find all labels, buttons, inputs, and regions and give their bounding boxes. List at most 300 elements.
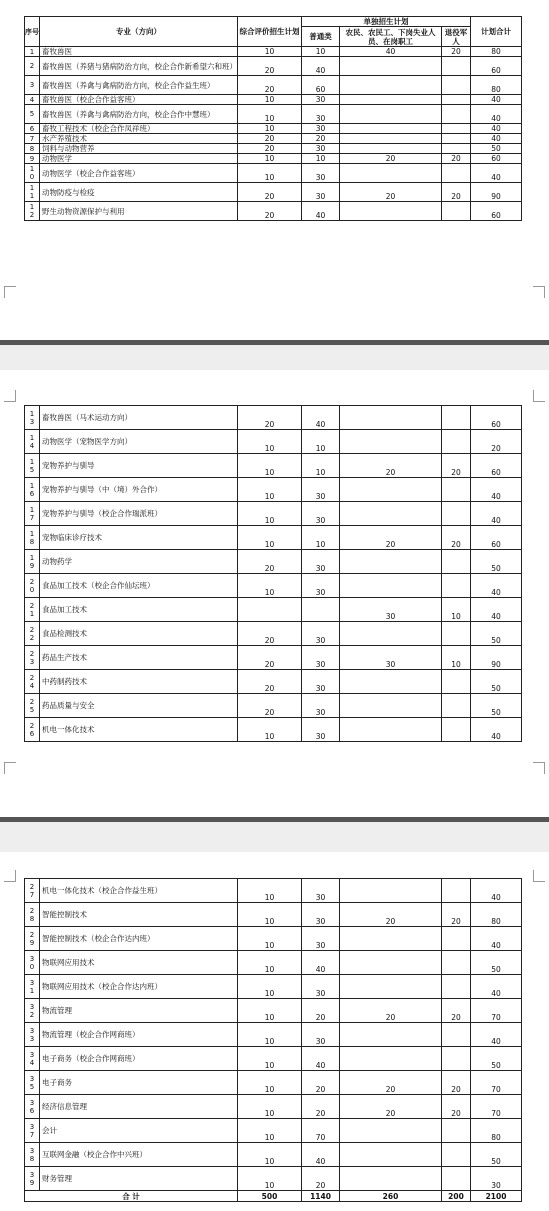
row-major-name: 机电一体化技术（校企合作益生班） — [40, 879, 238, 903]
row-veterans: 20 — [442, 1095, 471, 1119]
table-row — [25, 550, 522, 574]
row-regular: 10 — [302, 526, 340, 550]
table-row — [25, 622, 522, 646]
row-veterans — [442, 1143, 471, 1167]
row-index: 1 1 — [25, 183, 40, 202]
row-regular: 10 — [302, 454, 340, 478]
row-major-name: 水产养殖技术 — [40, 134, 238, 144]
enrollment-plan-table-part-1 — [24, 16, 522, 221]
crop-mark-bottom-left — [4, 762, 16, 774]
row-major-name: 动物防疫与检疫 — [40, 183, 238, 202]
crop-mark-bottom-right — [533, 762, 545, 774]
row-major-name: 物流管理 — [40, 999, 238, 1023]
document-page-3 — [0, 852, 549, 1211]
total-regular: 1140 — [302, 1191, 340, 1202]
row-comprehensive: 10 — [238, 927, 302, 951]
row-veterans — [442, 144, 471, 154]
table-row — [25, 430, 522, 454]
row-major-name: 畜牧兽医（养禽与禽病防治方向，校企合作益生班） — [40, 76, 238, 95]
row-total: 50 — [471, 670, 522, 694]
row-regular: 30 — [302, 694, 340, 718]
row-total: 60 — [471, 57, 522, 76]
row-regular: 40 — [302, 57, 340, 76]
row-major-name: 中药制药技术 — [40, 670, 238, 694]
table-row — [25, 999, 522, 1023]
row-regular: 30 — [302, 1023, 340, 1047]
row-index: 3 5 — [25, 1071, 40, 1095]
table-row — [25, 879, 522, 903]
header-regular: 普通类 — [302, 27, 340, 47]
row-comprehensive: 20 — [238, 202, 302, 221]
row-index: 3 — [25, 76, 40, 95]
row-comprehensive: 10 — [238, 574, 302, 598]
row-regular: 30 — [302, 502, 340, 526]
total-special: 260 — [340, 1191, 442, 1202]
row-veterans — [442, 975, 471, 999]
table-row — [25, 105, 522, 124]
row-total: 90 — [471, 183, 522, 202]
row-comprehensive: 10 — [238, 718, 302, 742]
row-major-name: 食品加工技术 — [40, 598, 238, 622]
row-comprehensive: 20 — [238, 646, 302, 670]
table-row — [25, 975, 522, 999]
row-total: 40 — [471, 927, 522, 951]
row-veterans — [442, 718, 471, 742]
table-row — [25, 951, 522, 975]
row-regular: 40 — [302, 406, 340, 430]
row-comprehensive: 10 — [238, 154, 302, 164]
row-regular: 40 — [302, 1047, 340, 1071]
row-total: 60 — [471, 454, 522, 478]
row-regular — [302, 598, 340, 622]
table-row — [25, 1071, 522, 1095]
row-veterans — [442, 670, 471, 694]
row-veterans — [442, 134, 471, 144]
row-comprehensive: 20 — [238, 622, 302, 646]
table-row — [25, 927, 522, 951]
row-special: 30 — [340, 646, 442, 670]
row-veterans — [442, 430, 471, 454]
row-regular: 20 — [302, 999, 340, 1023]
row-special: 20 — [340, 1095, 442, 1119]
table-row — [25, 1119, 522, 1143]
row-regular: 30 — [302, 478, 340, 502]
row-special — [340, 95, 442, 105]
row-index: 1 7 — [25, 502, 40, 526]
row-special — [340, 927, 442, 951]
row-total: 70 — [471, 999, 522, 1023]
total-veterans: 200 — [442, 1191, 471, 1202]
row-special — [340, 76, 442, 95]
row-veterans — [442, 105, 471, 124]
table-row — [25, 57, 522, 76]
header-total: 计划合计 — [471, 17, 522, 47]
row-total: 90 — [471, 646, 522, 670]
row-veterans — [442, 1119, 471, 1143]
row-special: 20 — [340, 1071, 442, 1095]
crop-mark-bottom-right — [533, 286, 545, 298]
table-row — [25, 502, 522, 526]
row-comprehensive: 10 — [238, 164, 302, 183]
row-index: 3 9 — [25, 1167, 40, 1191]
row-special — [340, 406, 442, 430]
row-index: 2 — [25, 57, 40, 76]
table-row — [25, 95, 522, 105]
row-regular: 30 — [302, 574, 340, 598]
row-total: 40 — [471, 105, 522, 124]
row-comprehensive: 10 — [238, 999, 302, 1023]
table-row — [25, 164, 522, 183]
row-special — [340, 134, 442, 144]
table-row — [25, 1047, 522, 1071]
row-veterans: 20 — [442, 454, 471, 478]
table-row — [25, 47, 522, 57]
row-total: 80 — [471, 1119, 522, 1143]
row-major-name: 饲料与动物营养 — [40, 144, 238, 154]
row-regular: 30 — [302, 622, 340, 646]
row-regular: 20 — [302, 1071, 340, 1095]
table-row — [25, 1095, 522, 1119]
row-total: 40 — [471, 598, 522, 622]
row-veterans — [442, 406, 471, 430]
header-independent: 单独招生计划 — [302, 17, 471, 27]
row-total: 80 — [471, 76, 522, 95]
table-row — [25, 903, 522, 927]
row-veterans: 20 — [442, 903, 471, 927]
row-special — [340, 574, 442, 598]
row-total: 50 — [471, 550, 522, 574]
row-total: 50 — [471, 1047, 522, 1071]
row-comprehensive: 10 — [238, 526, 302, 550]
row-total: 40 — [471, 1023, 522, 1047]
row-special — [340, 975, 442, 999]
row-index: 4 — [25, 95, 40, 105]
total-grand: 2100 — [471, 1191, 522, 1202]
row-index: 2 5 — [25, 694, 40, 718]
row-comprehensive: 10 — [238, 1167, 302, 1191]
row-major-name: 电子商务（校企合作网商班） — [40, 1047, 238, 1071]
table-row — [25, 1143, 522, 1167]
row-total: 60 — [471, 406, 522, 430]
table-row — [25, 718, 522, 742]
table-row — [25, 124, 522, 134]
row-total: 60 — [471, 154, 522, 164]
row-regular: 30 — [302, 718, 340, 742]
row-veterans — [442, 1167, 471, 1191]
row-major-name: 动物医学（宠物医学方向） — [40, 430, 238, 454]
row-veterans — [442, 202, 471, 221]
row-veterans: 20 — [442, 47, 471, 57]
row-veterans — [442, 164, 471, 183]
row-veterans: 10 — [442, 646, 471, 670]
row-veterans — [442, 502, 471, 526]
row-index: 1 5 — [25, 454, 40, 478]
enrollment-plan-table-part-3 — [24, 878, 522, 1202]
table-row — [25, 598, 522, 622]
row-major-name: 药品质量与安全 — [40, 694, 238, 718]
document-page-1 — [0, 0, 549, 340]
total-row — [25, 1191, 522, 1202]
row-regular: 20 — [302, 1095, 340, 1119]
row-major-name: 物联网应用技术（校企合作达内班） — [40, 975, 238, 999]
row-major-name: 宠物养护与驯导 — [40, 454, 238, 478]
row-special: 20 — [340, 183, 442, 202]
row-veterans — [442, 879, 471, 903]
row-index: 1 6 — [25, 478, 40, 502]
row-veterans — [442, 1023, 471, 1047]
row-major-name: 机电一体化技术 — [40, 718, 238, 742]
row-comprehensive: 10 — [238, 1047, 302, 1071]
row-comprehensive: 10 — [238, 879, 302, 903]
row-major-name: 财务管理 — [40, 1167, 238, 1191]
row-comprehensive: 10 — [238, 1095, 302, 1119]
row-index: 5 — [25, 105, 40, 124]
row-regular: 30 — [302, 183, 340, 202]
row-index: 2 0 — [25, 574, 40, 598]
row-regular: 40 — [302, 951, 340, 975]
row-index: 3 8 — [25, 1143, 40, 1167]
row-major-name: 食品加工技术（校企合作仙坛班） — [40, 574, 238, 598]
row-index: 2 3 — [25, 646, 40, 670]
row-index: 1 0 — [25, 164, 40, 183]
row-regular: 60 — [302, 76, 340, 95]
page-gap — [0, 822, 549, 852]
header-comprehensive: 综合评价招生计划 — [238, 17, 302, 47]
row-comprehensive: 10 — [238, 1119, 302, 1143]
table-row — [25, 154, 522, 164]
row-regular: 40 — [302, 1143, 340, 1167]
row-special — [340, 144, 442, 154]
row-comprehensive: 10 — [238, 454, 302, 478]
row-special — [340, 1047, 442, 1071]
row-regular: 30 — [302, 105, 340, 124]
table-row — [25, 202, 522, 221]
row-major-name: 智能控制技术（校企合作达内班） — [40, 927, 238, 951]
row-veterans: 20 — [442, 183, 471, 202]
row-index: 2 2 — [25, 622, 40, 646]
row-total: 40 — [471, 134, 522, 144]
row-major-name: 畜牧兽医（校企合作益客班） — [40, 95, 238, 105]
row-total: 30 — [471, 1167, 522, 1191]
row-comprehensive — [238, 598, 302, 622]
row-index: 3 0 — [25, 951, 40, 975]
crop-mark-top-right — [533, 390, 545, 402]
row-total: 40 — [471, 124, 522, 134]
row-regular: 30 — [302, 670, 340, 694]
row-special: 30 — [340, 598, 442, 622]
row-regular: 30 — [302, 95, 340, 105]
row-major-name: 动物药学 — [40, 550, 238, 574]
row-major-name: 智能控制技术 — [40, 903, 238, 927]
row-index: 8 — [25, 144, 40, 154]
row-index: 3 4 — [25, 1047, 40, 1071]
document-page-2 — [0, 370, 549, 817]
row-special — [340, 622, 442, 646]
row-comprehensive: 20 — [238, 406, 302, 430]
header-major: 专业（方向） — [40, 17, 238, 47]
row-comprehensive: 10 — [238, 951, 302, 975]
row-index: 3 7 — [25, 1119, 40, 1143]
row-total: 60 — [471, 526, 522, 550]
row-regular: 10 — [302, 154, 340, 164]
header-special: 农民、农民工、下岗失业人员、在岗职工 — [340, 27, 442, 47]
table-row — [25, 144, 522, 154]
row-veterans: 20 — [442, 999, 471, 1023]
row-regular: 10 — [302, 47, 340, 57]
row-major-name: 畜牧兽医（马术运动方向） — [40, 406, 238, 430]
row-index: 2 4 — [25, 670, 40, 694]
row-comprehensive: 10 — [238, 1023, 302, 1047]
row-veterans: 20 — [442, 1071, 471, 1095]
table-row — [25, 134, 522, 144]
row-veterans — [442, 124, 471, 134]
table-row — [25, 76, 522, 95]
row-index: 1 2 — [25, 202, 40, 221]
row-veterans — [442, 927, 471, 951]
row-veterans — [442, 1047, 471, 1071]
row-veterans: 20 — [442, 526, 471, 550]
row-index: 3 6 — [25, 1095, 40, 1119]
row-index: 9 — [25, 154, 40, 164]
row-special — [340, 1143, 442, 1167]
row-veterans — [442, 95, 471, 105]
row-total: 40 — [471, 574, 522, 598]
row-regular: 30 — [302, 124, 340, 134]
table-row — [25, 694, 522, 718]
row-special — [340, 718, 442, 742]
row-major-name: 会计 — [40, 1119, 238, 1143]
row-veterans: 10 — [442, 598, 471, 622]
table-row — [25, 670, 522, 694]
row-special — [340, 879, 442, 903]
row-comprehensive: 10 — [238, 430, 302, 454]
row-special — [340, 670, 442, 694]
page-gap — [0, 345, 549, 370]
row-regular: 40 — [302, 202, 340, 221]
table-row — [25, 646, 522, 670]
table-row — [25, 1167, 522, 1191]
row-major-name: 食品检测技术 — [40, 622, 238, 646]
row-total: 50 — [471, 1143, 522, 1167]
row-special — [340, 694, 442, 718]
row-comprehensive: 10 — [238, 105, 302, 124]
row-regular: 30 — [302, 903, 340, 927]
row-veterans — [442, 694, 471, 718]
row-major-name: 畜牧兽医（养禽与禽病防治方向，校企合作中慧班） — [40, 105, 238, 124]
row-regular: 30 — [302, 144, 340, 154]
row-regular: 30 — [302, 927, 340, 951]
row-index: 3 2 — [25, 999, 40, 1023]
row-index: 7 — [25, 134, 40, 144]
row-total: 40 — [471, 164, 522, 183]
row-index: 1 9 — [25, 550, 40, 574]
row-index: 3 3 — [25, 1023, 40, 1047]
row-total: 60 — [471, 202, 522, 221]
row-comprehensive: 20 — [238, 57, 302, 76]
row-comprehensive: 20 — [238, 134, 302, 144]
row-comprehensive: 20 — [238, 550, 302, 574]
total-comprehensive: 500 — [238, 1191, 302, 1202]
row-major-name: 宠物养护与驯导（中（境）外合作） — [40, 478, 238, 502]
row-index: 3 1 — [25, 975, 40, 999]
table-row — [25, 478, 522, 502]
row-total: 40 — [471, 478, 522, 502]
row-index: 1 3 — [25, 406, 40, 430]
row-veterans — [442, 478, 471, 502]
row-special — [340, 124, 442, 134]
crop-mark-top-right — [533, 870, 545, 882]
row-special — [340, 1119, 442, 1143]
row-special: 40 — [340, 47, 442, 57]
row-comprehensive: 10 — [238, 903, 302, 927]
row-major-name: 物流管理（校企合作网商班） — [40, 1023, 238, 1047]
row-total: 40 — [471, 879, 522, 903]
crop-mark-top-left — [4, 870, 16, 882]
row-special — [340, 202, 442, 221]
row-index: 1 4 — [25, 430, 40, 454]
row-major-name: 动物医学 — [40, 154, 238, 164]
table-row — [25, 574, 522, 598]
row-comprehensive: 10 — [238, 124, 302, 134]
row-major-name: 宠物养护与驯导（校企合作瑞派班） — [40, 502, 238, 526]
row-total: 50 — [471, 951, 522, 975]
row-veterans — [442, 57, 471, 76]
row-comprehensive: 10 — [238, 47, 302, 57]
table-row — [25, 183, 522, 202]
row-total: 40 — [471, 95, 522, 105]
row-major-name: 畜牧兽医（养猪与猪病防治方向，校企合作新希望六和班） — [40, 57, 238, 76]
row-special — [340, 57, 442, 76]
row-total: 40 — [471, 975, 522, 999]
row-major-name: 野生动物资源保护与利用 — [40, 202, 238, 221]
row-index: 6 — [25, 124, 40, 134]
crop-mark-bottom-left — [4, 286, 16, 298]
row-total: 40 — [471, 502, 522, 526]
row-veterans — [442, 951, 471, 975]
row-comprehensive: 20 — [238, 183, 302, 202]
row-regular: 30 — [302, 164, 340, 183]
row-special — [340, 164, 442, 183]
row-major-name: 药品生产技术 — [40, 646, 238, 670]
row-index: 1 8 — [25, 526, 40, 550]
row-comprehensive: 20 — [238, 144, 302, 154]
row-total: 70 — [471, 1071, 522, 1095]
table-row — [25, 454, 522, 478]
row-special: 20 — [340, 154, 442, 164]
row-major-name: 电子商务 — [40, 1071, 238, 1095]
row-comprehensive: 20 — [238, 694, 302, 718]
row-major-name: 互联网金融（校企合作中兴班） — [40, 1143, 238, 1167]
table-row — [25, 406, 522, 430]
row-regular: 20 — [302, 1167, 340, 1191]
row-total: 70 — [471, 1095, 522, 1119]
row-total: 50 — [471, 694, 522, 718]
row-index: 2 7 — [25, 879, 40, 903]
row-special — [340, 550, 442, 574]
row-veterans — [442, 622, 471, 646]
row-comprehensive: 20 — [238, 76, 302, 95]
row-special: 20 — [340, 526, 442, 550]
row-special — [340, 1023, 442, 1047]
row-special — [340, 502, 442, 526]
row-special — [340, 478, 442, 502]
table-row — [25, 1023, 522, 1047]
row-regular: 30 — [302, 975, 340, 999]
row-total: 40 — [471, 718, 522, 742]
crop-mark-top-left — [4, 390, 16, 402]
header-index: 序号 — [25, 17, 40, 47]
row-regular: 30 — [302, 646, 340, 670]
